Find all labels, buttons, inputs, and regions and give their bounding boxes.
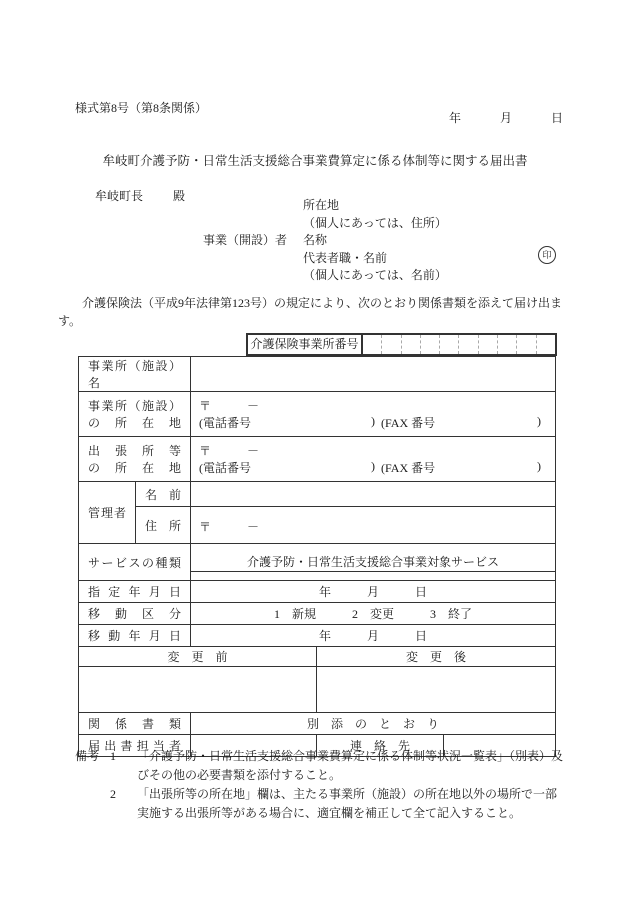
- manager-address-label-cell: 住所: [136, 507, 191, 544]
- insurer-number-digit-cell: [381, 335, 400, 354]
- seal-icon: 印: [538, 246, 556, 264]
- before-header-cell: 変 更 前: [79, 647, 317, 667]
- office-name-label-cell: 事業所（施設）名: [79, 357, 191, 392]
- note-item: [110, 747, 565, 785]
- note-number: 1: [110, 749, 116, 763]
- office-address-value-cell: [191, 392, 556, 437]
- addressee-honorific: 殿: [173, 189, 186, 203]
- insurer-number-digit-cell: [478, 335, 497, 354]
- year-label: 年: [449, 111, 462, 125]
- day-label: 日: [550, 111, 563, 125]
- phone-label: (電話番号: [199, 415, 252, 430]
- office-address-label-cell: 事業所（施設） の所在地: [79, 392, 191, 437]
- designation-date-label-cell: 指定年月日: [79, 581, 191, 603]
- insurer-number-strip: [246, 333, 557, 356]
- row-change-date: [79, 625, 556, 647]
- change-category-label-cell: 移動区分: [79, 603, 191, 625]
- after-header-cell: 変 更 後: [317, 647, 556, 667]
- service-type-value-cell: [191, 544, 556, 581]
- insurer-number-digit-cell: [497, 335, 516, 354]
- insurer-number-cells: [363, 335, 555, 354]
- row-office-address: [79, 392, 556, 437]
- postal-code-line: 〒 －: [199, 519, 260, 534]
- row-branch-address: [79, 437, 556, 482]
- phone-label: (電話番号: [199, 460, 252, 475]
- applicant-rep-row: [203, 250, 447, 268]
- insurer-number-digit-cell: [536, 335, 555, 354]
- branch-address-value-cell: [191, 437, 556, 482]
- branch-address-label-cell: 出張所等 の所在地: [79, 437, 191, 482]
- manager-address-value-cell: [191, 507, 556, 544]
- applicant-name-row: [203, 232, 447, 250]
- before-value-cell: [79, 667, 317, 713]
- manager-label-cell: 管理者: [79, 482, 136, 544]
- applicant-rep-label: 代表者職・名前: [303, 250, 388, 265]
- row-change-category: [79, 603, 556, 625]
- documents-label-cell: 関係書類: [79, 713, 191, 735]
- applicant-row-label: 事業（開設）者: [203, 233, 288, 248]
- postal-code-line: 〒 －: [199, 443, 260, 458]
- applicant-location-row: [203, 197, 447, 215]
- row-office-name: [79, 357, 556, 392]
- designation-date-value-cell: 年 月 日: [191, 581, 556, 603]
- notes-label: 備考: [75, 749, 100, 763]
- service-type-value: 介護予防・日常生活支援総合事業対象サービス: [191, 553, 555, 572]
- applicant-name-label: 名称: [303, 233, 328, 248]
- addressee: [95, 187, 185, 204]
- phone-fax-line: (電話番号 ) (FAX 番号 ): [199, 458, 542, 475]
- insurer-number-digit-cell: [516, 335, 535, 354]
- service-type-label-cell: サービスの種類: [79, 544, 191, 581]
- intro-paragraph: 介護保険法（平成9年法律第123号）の規定により、次のとおり関係書類を添えて届け出ます。: [58, 296, 563, 328]
- main-table: [78, 356, 556, 757]
- applicant-rep-note-row: [203, 267, 447, 285]
- page-title: 牟岐町介護予防・日常生活支援総合事業費算定に係る体制等に関する届出書: [102, 154, 528, 168]
- note-text: 「出張所等の所在地」欄は、主たる事業所（施設）の所在地以外の場所で一部実施する出張所等がある場合に、適宜欄を補正して全て記入すること。: [137, 787, 558, 820]
- applicant-rep-note: （個人にあっては、名前）: [303, 268, 447, 283]
- date-line: [449, 109, 563, 126]
- fax-label: (FAX 番号: [381, 415, 436, 430]
- row-manager-name: [79, 482, 556, 507]
- change-date-value-cell: 年 月 日: [191, 625, 556, 647]
- fax-label: (FAX 番号: [381, 460, 436, 475]
- row-designation-date: [79, 581, 556, 603]
- manager-name-label-cell: 名前: [136, 482, 191, 507]
- notes-items: [110, 747, 565, 823]
- insurer-number-digit-cell: [420, 335, 439, 354]
- applicant-location-label: 所在地: [303, 198, 340, 212]
- insurer-number-digit-cell: [458, 335, 477, 354]
- row-manager-address: [79, 507, 556, 544]
- row-before-after-header: [79, 647, 556, 667]
- change-category-value-cell: 1 新規 2 変更 3 終了: [191, 603, 556, 625]
- manager-name-value-cell: [191, 482, 556, 507]
- applicant-block: [203, 197, 447, 285]
- applicant-location-note-row: [203, 215, 447, 233]
- contact-person-label-cell: 届出書担当者: [79, 735, 191, 757]
- insurer-number-digit-cell: [363, 335, 381, 354]
- note-item: [110, 785, 565, 823]
- postal-code-line: 〒 －: [199, 398, 260, 413]
- after-value-cell: [317, 667, 556, 713]
- note-text: 「介護予防・日常生活支援総合事業費算定に係る体制等状況一覧表」（別表）及びその他の必要書類を添付すること。: [137, 749, 564, 782]
- phone-fax-line: (電話番号 ) (FAX 番号 ): [199, 413, 542, 430]
- office-name-value-cell: [191, 357, 556, 392]
- contact-label-cell: 連 絡 先: [317, 735, 444, 757]
- note-number: 2: [110, 787, 116, 801]
- row-service-type: [79, 544, 556, 581]
- documents-value-cell: 別 添 の と お り: [191, 713, 556, 735]
- change-date-label-cell: 移動年月日: [79, 625, 191, 647]
- insurer-number-digit-cell: [401, 335, 420, 354]
- applicant-location-note: （個人にあっては、住所）: [303, 215, 447, 230]
- notes-block: [75, 747, 565, 823]
- row-documents: [79, 713, 556, 735]
- row-before-after-body: [79, 667, 556, 713]
- month-label: 月: [499, 111, 512, 125]
- addressee-name: 牟岐町長: [95, 189, 144, 203]
- insurer-number-digit-cell: [439, 335, 458, 354]
- insurer-number-label: 介護保険事業所番号: [248, 335, 363, 354]
- form-number: 様式第8号（第8条関係）: [75, 101, 208, 115]
